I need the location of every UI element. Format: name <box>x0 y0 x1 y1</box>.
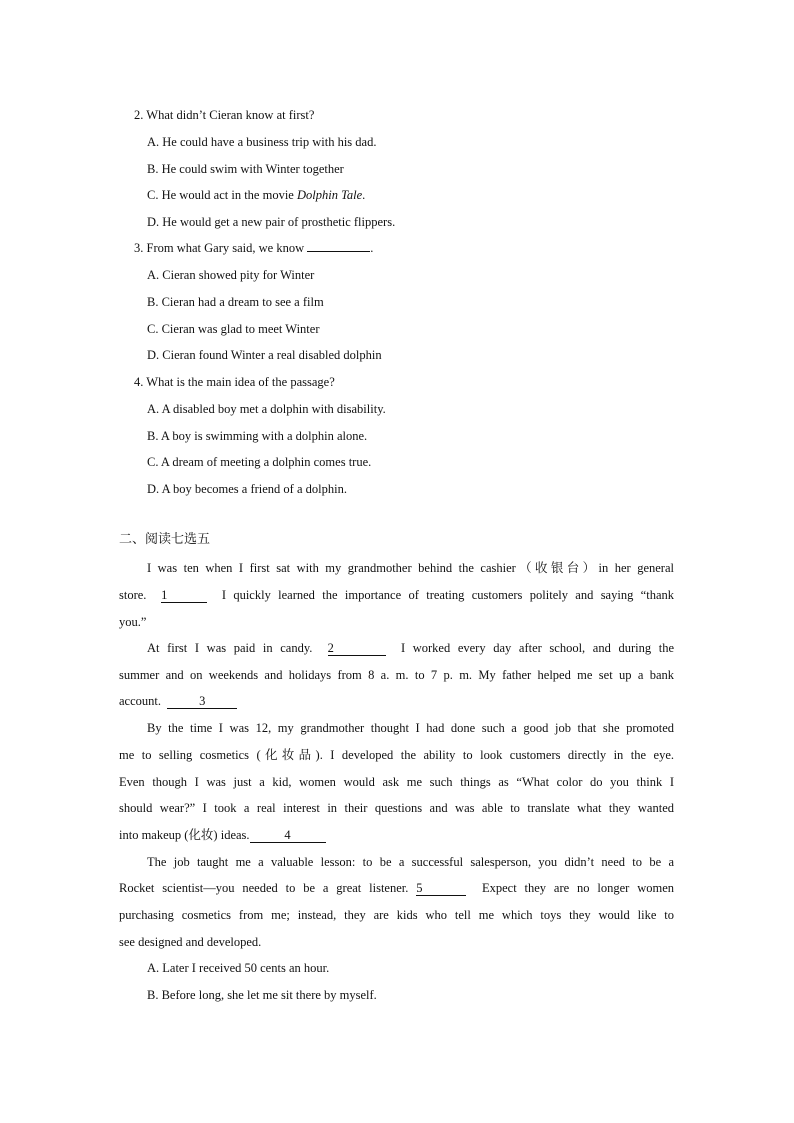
q2-option-c-tail: . <box>362 188 366 202</box>
p3-text-e: into makeup (化妆) ideas. <box>119 828 250 842</box>
p2-line-3 <box>119 693 674 709</box>
blank-2: 2 <box>328 641 386 656</box>
q3-stem-text: 3. From what Gary said, we know <box>134 241 305 255</box>
p4-text-b: Expect they are no longer women <box>481 881 675 895</box>
p3-line-2: me to selling cosmetics (化妆品). I developed the ability to look customers directly in the eye. <box>119 748 674 762</box>
movie-title: Dolphin Tale <box>296 188 363 202</box>
choice-a: A. Later I received 50 cents an hour. <box>147 961 330 975</box>
blank-5: 5 <box>416 881 466 896</box>
q2-option-c-text: C. He would act in the movie <box>147 188 297 202</box>
section-title: 二、阅读七选五 <box>119 532 211 547</box>
p1-line-2 <box>119 587 674 603</box>
p2-text-b: I worked every day after school, and during the <box>400 641 675 655</box>
q3-answer-blank <box>307 251 370 252</box>
p3-line-1: By the time I was 12, my grandmother thought I had done such a good job that she promoted <box>147 721 674 735</box>
q3-option-a: A. Cieran showed pity for Winter <box>147 268 315 282</box>
p1-line-3: you.” <box>119 615 147 629</box>
q4-option-c: C. A dream of meeting a dolphin comes true. <box>147 455 372 469</box>
p4-line-4: see designed and developed. <box>119 935 262 949</box>
question-2-stem: 2. What didn’t Cieran know at first? <box>134 108 315 122</box>
p2-text-c: account. <box>119 694 161 708</box>
question-3-stem <box>134 240 373 256</box>
p4-line-2 <box>119 880 674 896</box>
q4-option-a: A. A disabled boy met a dolphin with disability. <box>147 402 386 416</box>
p3-line-3: Even though I was just a kid, women would ask me such things as “What color do you think I <box>119 775 674 789</box>
q4-option-d: D. A boy becomes a friend of a dolphin. <box>147 482 347 496</box>
q3-option-c: C. Cieran was glad to meet Winter <box>147 322 320 336</box>
q4-option-b: B. A boy is swimming with a dolphin alone. <box>147 429 368 443</box>
p1-text-b: I quickly learned the importance of treating customers politely and saying “thank <box>221 588 674 602</box>
q3-option-d: D. Cieran found Winter a real disabled dolphin <box>147 348 382 362</box>
q3-stem-suffix: . <box>370 241 374 255</box>
q2-option-a: A. He could have a business trip with his dad. <box>147 135 377 149</box>
q2-option-d: D. He would get a new pair of prosthetic flippers. <box>147 215 396 229</box>
q2-option-b: B. He could swim with Winter together <box>147 162 344 176</box>
p4-text-a: Rocket scientist—you needed to be a great listener. <box>119 881 409 895</box>
question-4-stem: 4. What is the main idea of the passage? <box>134 375 335 389</box>
blank-3: 3 <box>167 694 237 709</box>
p4-line-1: The job taught me a valuable lesson: to be a successful salesperson, you didn’t need to be a <box>147 855 674 869</box>
q3-option-b: B. Cieran had a dream to see a film <box>147 295 324 309</box>
blank-1: 1 <box>161 588 207 603</box>
p2-line-2: summer and on weekends and holidays from 8 a. m. to 7 p. m. My father helped me set up a bank <box>119 668 674 682</box>
blank-4: 4 <box>250 828 326 843</box>
p2-text-a: At first I was paid in candy. <box>147 641 313 655</box>
p3-line-5 <box>119 827 674 843</box>
p3-line-4: should wear?” I took a real interest in their questions and was able to translate what they wanted <box>119 801 674 815</box>
q2-option-c <box>147 187 365 203</box>
p1-line-1: I was ten when I first sat with my grandmother behind the cashier（收银台）in her general <box>147 561 674 575</box>
p1-text-a: store. <box>119 588 147 602</box>
choice-b: B. Before long, she let me sit there by myself. <box>147 988 377 1002</box>
p2-line-1 <box>119 640 674 656</box>
p4-line-3: purchasing cosmetics from me; instead, they are kids who tell me which toys they would like to <box>119 908 674 922</box>
